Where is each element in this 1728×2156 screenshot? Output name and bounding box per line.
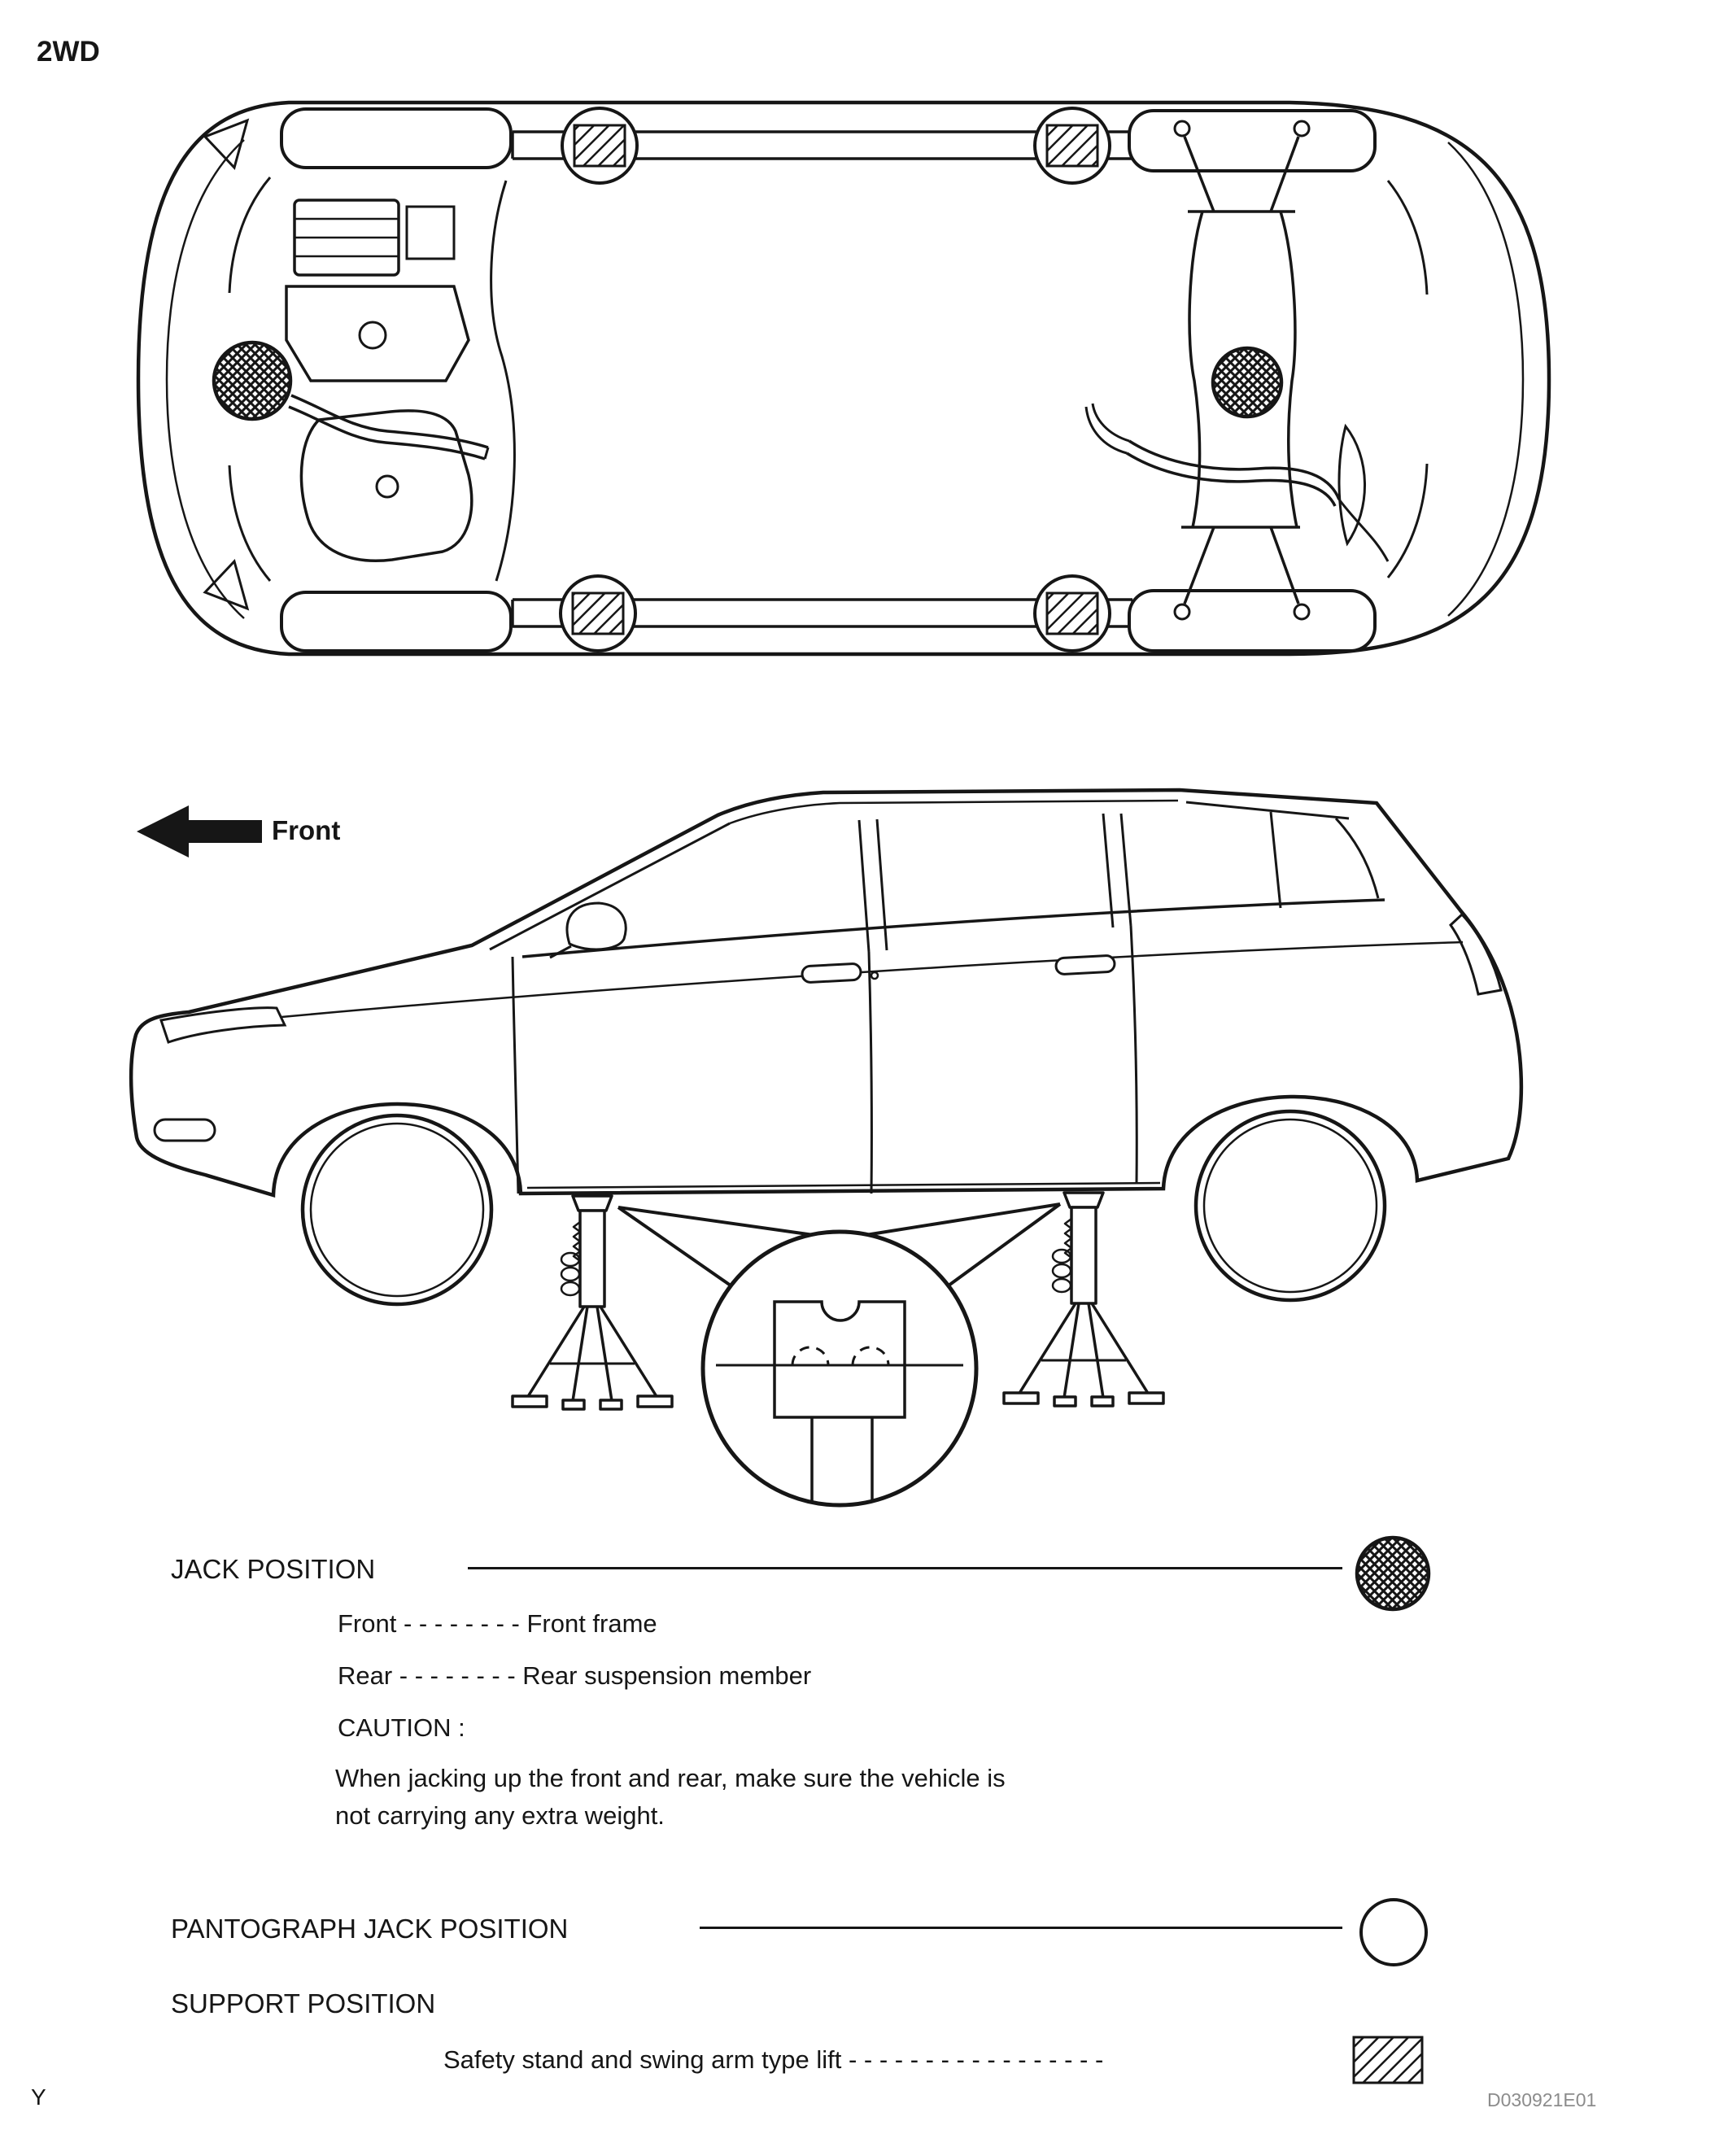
page-marker: Y (31, 2084, 46, 2110)
legend-pantograph-title: PANTOGRAPH JACK POSITION (171, 1914, 569, 1944)
front-arrow-icon (137, 805, 262, 858)
vehicle-side-view-diagram (0, 765, 1728, 1521)
rear-wheel (1196, 1111, 1385, 1300)
support-position-marker-rear-left (1035, 108, 1110, 183)
legend-caution-line1: When jacking up the front and rear, make sure the vehicle is (335, 1764, 1006, 1792)
front-label: Front (272, 815, 341, 845)
jack-position-marker-front (214, 343, 290, 419)
support-position-symbol (1351, 2034, 1425, 2086)
front-wheel (303, 1115, 491, 1304)
tire-rear-right (1129, 591, 1375, 651)
tire-front-right (281, 592, 511, 651)
pantograph-leader-line (700, 1927, 1342, 1929)
legend-support-item: Safety stand and swing arm type lift - - - - - - - - - - - - - - - - - (443, 2045, 1104, 2074)
legend-caution-line2: not carrying any extra weight. (335, 1801, 665, 1830)
tire-front-left (281, 109, 511, 168)
tire-rear-left (1129, 111, 1375, 171)
legend-caution-title: CAUTION : (338, 1713, 465, 1742)
underbody-top-view-diagram (0, 0, 1728, 724)
vehicle-body-outline (138, 103, 1549, 654)
jack-position-symbol (1352, 1533, 1433, 1614)
jack-position-marker-rear (1213, 348, 1281, 417)
support-position-marker-rear-right (1035, 576, 1110, 651)
jack-position-leader-line (468, 1567, 1342, 1569)
legend-jack-front-line: Front - - - - - - - - Front frame (338, 1609, 657, 1638)
detail-callout (703, 1232, 976, 1505)
legend-jack-rear-line: Rear - - - - - - - - Rear suspension member (338, 1661, 812, 1690)
pantograph-jack-symbol (1357, 1896, 1430, 1969)
support-position-marker-front-left (562, 108, 637, 183)
rocker-lines (513, 132, 1132, 626)
jack-stand-rear (1004, 1193, 1163, 1406)
legend-support-title: SUPPORT POSITION (171, 1988, 436, 2019)
drive-type-label: 2WD (37, 36, 100, 68)
doc-code: D030921E01 (1487, 2089, 1597, 2110)
legend-jack-title: JACK POSITION (171, 1554, 376, 1584)
support-position-marker-front-right (561, 576, 635, 651)
